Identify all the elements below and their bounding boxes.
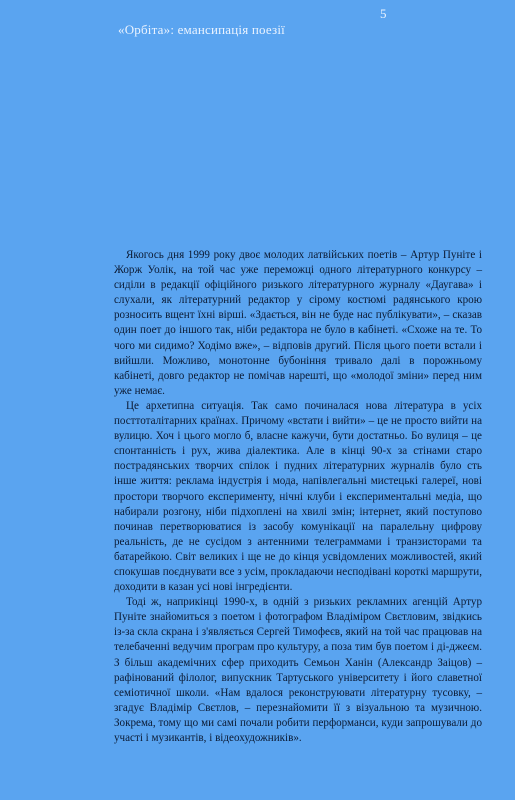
page-number: 5 [380, 6, 387, 21]
paragraph: Тоді ж, наприкінці 1990-х, в одній з ризьких рекламних агенцій Артур Пуніте знайомиться з поетом і фотографом Владіміром Свєтловим, звідкись із-за скла скрана і з'являється Сергей Тимофеєв, який на той час працював на телебаченні ведучим програм про культуру, а поза тим був поетом і ді-джеєм. З більш академічних сфер приходить Семьон Ханін (Александр Заіцов) – рафінований філолог, випускник Тартуського університету і його славетної семіотичної школи. «Нам вдалося реконструювати літературну тусовку, – згадує Владімір Свєтлов, – перезнайомити її з візуальною та музичною. Зокрема, тому що ми самі почали робити перформанси, куди запрошували до участі і музикантів, і відеохудожників». [114, 596, 482, 744]
running-header: «Орбіта»: емансипація поезії [118, 22, 285, 37]
body-text [114, 248, 482, 746]
paragraph: Якогось дня 1999 року двоє молодих латвійських поетів – Артур Пуніте і Жорж Уолік, на той час уже переможці одного літературного конкурсу – сиділи в редакції офіційного ризького літературного журналу «Даугава» і слухали, як літературний редактор у сірому костюмі радянського крою розносить вщент їхні вірші. «Здається, він не буде нас публікувати», – сказав один поет до іншого так, ніби редактора не було в кабінеті. «Схоже на те. То чого ми сидимо? Ходімо вже», – відповів другий. Після цього поети встали і вийшли. Можливо, монотонне бубоніння тривало далі в порожньому кабінеті, довго редактор не помічав нарешті, що «молодої зміни» перед ним уже немає. [114, 249, 482, 397]
paragraph: Це архетипна ситуація. Так само починалася нова література в усіх посттоталітарних країнах. Причому «встати і вийти» – це не просто вийти на вулицю. Хоч і цього могло б, власне кажучи, бути достатньо. Бо вулиця – це спонтанність і рух, жива діалектика. Але в кінці 90-х за стінами старо пострадянських творчих спілок і пудних літературних журналів було сть інше життя: реклама індустрія і мода, напівлегальні мистецькі галереї, нові простори творчого експерименту, нічні клуби і експериментальні медіа, що набирали розгону, ніби підхоплені на хвилі змін; інтернет, який поступово починав перетворюватися із засобу комунікації на паралельну цифрову реальність, де не сусідом з антенними телеграммами і транзисторами та батарейкою. Світ великих і ще не до кінця усвідомлених можливостей, який спокушав поєднувати все з усім, прокладаючи несподівані короткі маршрути, доходити в казан усі нові інгредієнти. [114, 399, 482, 594]
